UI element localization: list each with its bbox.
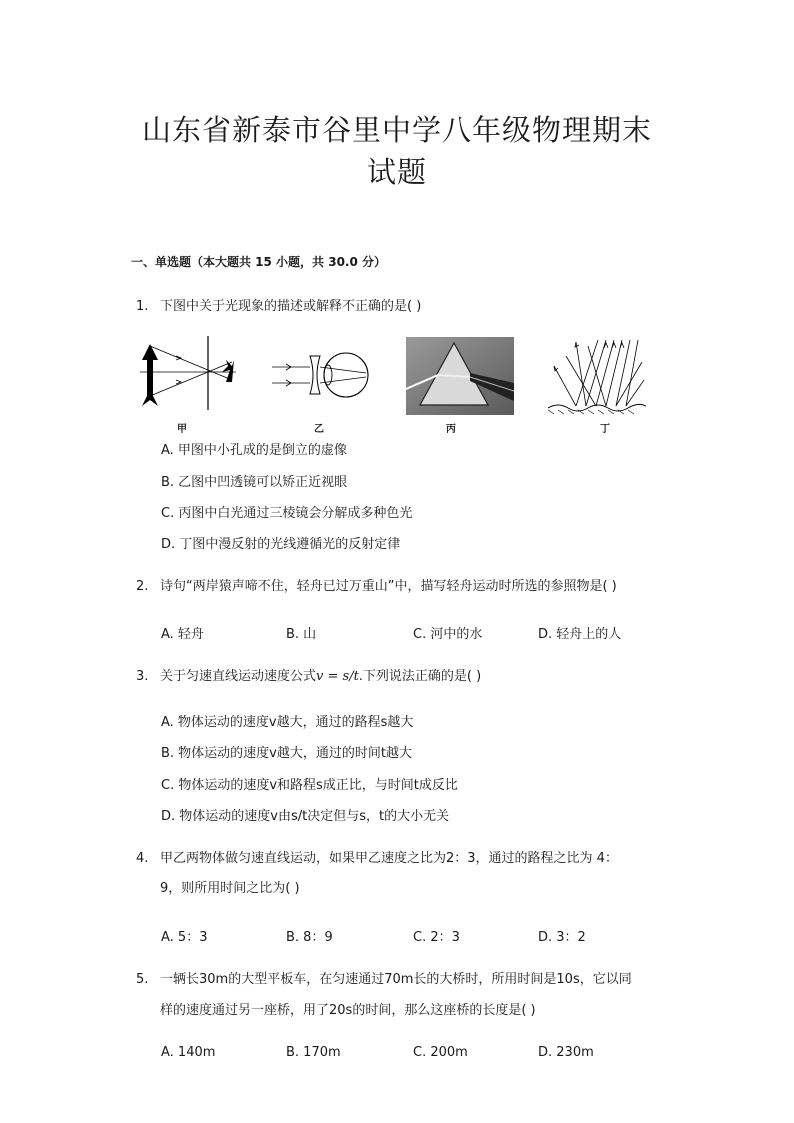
q2-option-a: A. 轻舟 [161, 627, 204, 642]
question-number: 1. [136, 299, 149, 314]
q4-option-d: D. 3：2 [538, 930, 586, 945]
question-text-b: .下列说法正确的是( ) [358, 669, 482, 684]
q3-option-c: C. 物体运动的速度v和路程s成正比，与时间t成反比 [161, 778, 458, 793]
question-2 [136, 571, 666, 602]
question-text-line1: 甲乙两物体做匀速直线运动，如果甲乙速度之比为2：3，通过的路程之比为 4： [160, 851, 618, 866]
q4-option-c: C. 2：3 [413, 930, 460, 945]
caption-jia: 甲 [177, 424, 187, 435]
q3-option-d: D. 物体运动的速度v由s/t决定但与s，t的大小无关 [161, 809, 450, 824]
q3-option-b: B. 物体运动的速度v越大，通过的时间t越大 [161, 746, 412, 761]
q4-option-b: B. 8：9 [286, 930, 333, 945]
question-text: 诗句“两岸猿声啼不住，轻舟已过万重山”中，描写轻舟运动时所选的参照物是( ) [160, 579, 617, 594]
figure-diffuse-reflection [546, 336, 646, 416]
caption-ding: 丁 [600, 424, 610, 435]
figure-pinhole [136, 336, 246, 412]
q2-option-b: B. 山 [286, 627, 317, 642]
q1-option-c: C. 丙图中白光通过三棱镜会分解成多种色光 [161, 506, 413, 521]
caption-bing: 丙 [446, 424, 456, 435]
q5-option-c: C. 200m [413, 1045, 468, 1060]
question-number: 3. [136, 669, 149, 684]
q1-option-a: A. 甲图中小孔成的是倒立的虚像 [161, 443, 347, 458]
question-text-line2: 9，则所用时间之比为( ) [160, 881, 300, 896]
page-title-line1: 山东省新泰市谷里中学八年级物理期末 [141, 113, 652, 147]
q1-option-b: B. 乙图中凹透镜可以矫正近视眼 [161, 475, 348, 490]
caption-yi: 乙 [314, 424, 324, 435]
question-text-line1: 一辆长30m的大型平板车，在匀速通过70m长的大桥时，所用时间是10s，它以同 [160, 972, 632, 987]
speed-formula: v = s/t [316, 669, 359, 684]
question-4-cont [160, 873, 690, 904]
question-5-cont [160, 995, 690, 1026]
figure-prism [406, 337, 514, 415]
q2-option-c: C. 河中的水 [413, 627, 483, 642]
question-5 [136, 964, 666, 995]
page-title-line2: 试题 [366, 155, 427, 189]
q5-option-a: A. 140m [161, 1045, 216, 1060]
question-3 [136, 661, 666, 692]
question-4 [136, 843, 666, 874]
q1-option-d: D. 丁图中漫反射的光线遵循光的反射定律 [161, 537, 401, 552]
question-number: 2. [136, 579, 149, 594]
question-number: 5. [136, 972, 149, 987]
q5-option-b: B. 170m [286, 1045, 341, 1060]
question-number: 4. [136, 851, 149, 866]
figure-concave-lens-eye [270, 342, 370, 408]
q2-option-d: D. 轻舟上的人 [538, 627, 622, 642]
section-heading: 一、单选题（本大题共 15 小题，共 30.0 分） [131, 255, 387, 269]
question-text-a: 关于匀速直线运动速度公式 [160, 669, 317, 684]
question-text-line2: 样的速度通过另一座桥，用了20s的时间，那么这座桥的长度是( ) [160, 1003, 536, 1018]
q5-option-d: D. 230m [538, 1045, 594, 1060]
q4-option-a: A. 5：3 [161, 930, 208, 945]
question-1 [136, 291, 666, 322]
question-text: 下图中关于光现象的描述或解释不正确的是( ) [160, 299, 422, 314]
q3-option-a: A. 物体运动的速度v越大，通过的路程s越大 [161, 715, 414, 730]
